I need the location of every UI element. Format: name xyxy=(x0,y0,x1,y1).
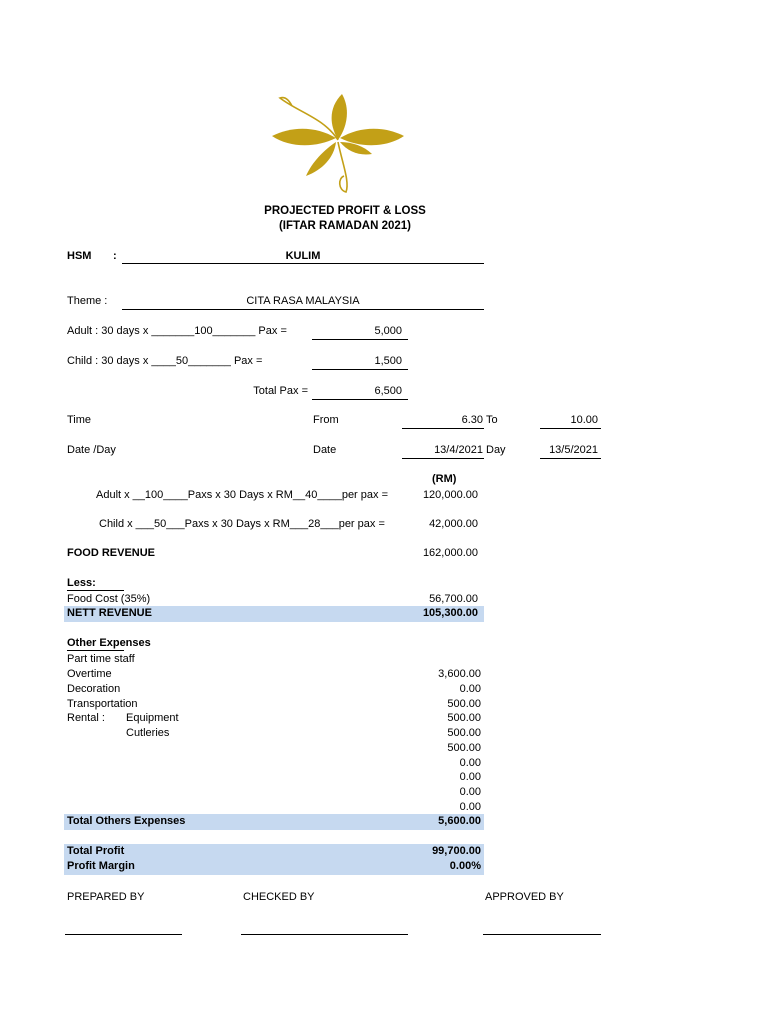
day-value: 13/5/2021 xyxy=(549,444,598,456)
date-underline xyxy=(402,458,484,459)
nett-revenue-amount: 105,300.00 xyxy=(422,607,478,619)
profit-margin-amount: 0.00% xyxy=(449,860,481,872)
nett-revenue-label: NETT REVENUE xyxy=(67,607,152,619)
approved-by-label: APPROVED BY xyxy=(485,891,564,903)
adult-pax-value: 5,000 xyxy=(374,325,402,337)
hsm-colon: : xyxy=(113,250,117,262)
child-calc: Child x ___50___Paxs x 30 Days x RM___28___per pax = xyxy=(99,518,385,530)
total-pax-value: 6,500 xyxy=(374,385,402,397)
food-cost-amount: 56,700.00 xyxy=(429,593,478,605)
hsm-label: HSM xyxy=(67,250,92,262)
theme-underline xyxy=(122,309,484,310)
time-to-underline xyxy=(540,428,601,429)
child-pax-label: Child : 30 days x ____50_______ Pax = xyxy=(67,355,263,367)
expense-label: Decoration xyxy=(67,683,121,695)
currency-header: (RM) xyxy=(432,473,457,485)
page-title: PROJECTED PROFIT & LOSS xyxy=(264,205,426,217)
total-pax-underline xyxy=(312,399,408,400)
adult-amount: 120,000.00 xyxy=(422,489,478,501)
expense-amount: 0.00 xyxy=(459,801,481,813)
total-profit-label: Total Profit xyxy=(67,845,125,857)
adult-pax-underline xyxy=(312,339,408,340)
child-amount: 42,000.00 xyxy=(429,518,478,530)
rental-item: Equipment xyxy=(126,712,179,724)
adult-pax-label: Adult : 30 days x _______100_______ Pax = xyxy=(67,325,287,337)
expense-amount: 500.00 xyxy=(447,712,481,724)
day-label: Day xyxy=(486,444,506,456)
time-from-underline xyxy=(402,428,484,429)
total-pax-label: Total Pax = xyxy=(253,385,308,397)
date-day-label: Date /Day xyxy=(67,444,116,456)
expense-amount: 0.00 xyxy=(459,683,481,695)
food-revenue-amount: 162,000.00 xyxy=(422,547,478,559)
profit-margin-label: Profit Margin xyxy=(67,860,135,872)
date-value: 13/4/2021 xyxy=(434,444,483,456)
other-expenses-header: Other Expenses xyxy=(67,637,151,649)
time-to-value: 10.00 xyxy=(570,414,598,426)
expense-amount: 500.00 xyxy=(447,742,481,754)
page-subtitle: (IFTAR RAMADAN 2021) xyxy=(278,220,412,232)
expense-amount: 500.00 xyxy=(447,727,481,739)
approved-by-signature-line xyxy=(483,934,601,935)
theme-label: Theme : xyxy=(67,295,108,307)
expense-label: Rental : xyxy=(67,712,105,724)
time-from-label: From xyxy=(313,414,339,426)
flower-logo xyxy=(268,92,408,194)
other-expenses-underline xyxy=(67,650,124,651)
expense-amount: 0.00 xyxy=(459,757,481,769)
less-underline xyxy=(67,590,124,591)
expense-label: Overtime xyxy=(67,668,112,680)
total-profit-amount: 99,700.00 xyxy=(432,845,481,857)
hsm-value: KULIM xyxy=(285,250,321,262)
prepared-by-label: PREPARED BY xyxy=(67,891,145,903)
prepared-by-signature-line xyxy=(65,934,182,935)
expense-label: Part time staff xyxy=(67,653,135,665)
total-expenses-amount: 5,600.00 xyxy=(438,815,481,827)
expense-amount: 0.00 xyxy=(459,786,481,798)
time-to-label: To xyxy=(486,414,498,426)
adult-calc: Adult x __100____Paxs x 30 Days x RM__40____per pax = xyxy=(96,489,388,501)
checked-by-signature-line xyxy=(241,934,408,935)
less-label: Less: xyxy=(67,577,96,589)
food-revenue-label: FOOD REVENUE xyxy=(67,547,156,559)
total-expenses-label: Total Others Expenses xyxy=(67,815,186,827)
child-pax-value: 1,500 xyxy=(374,355,402,367)
expense-amount: 500.00 xyxy=(447,698,481,710)
day-underline xyxy=(540,458,601,459)
rental-item: Cutleries xyxy=(126,727,170,739)
date-label: Date xyxy=(313,444,337,456)
time-from-value: 6.30 xyxy=(461,414,483,426)
expense-amount: 3,600.00 xyxy=(438,668,481,680)
time-label: Time xyxy=(67,414,92,426)
theme-value: CITA RASA MALAYSIA xyxy=(246,295,360,307)
expense-amount: 0.00 xyxy=(459,771,481,783)
expense-label: Transportation xyxy=(67,698,138,710)
food-cost-label: Food Cost (35%) xyxy=(67,593,151,605)
child-pax-underline xyxy=(312,369,408,370)
checked-by-label: CHECKED BY xyxy=(243,891,315,903)
hsm-underline xyxy=(122,263,484,264)
